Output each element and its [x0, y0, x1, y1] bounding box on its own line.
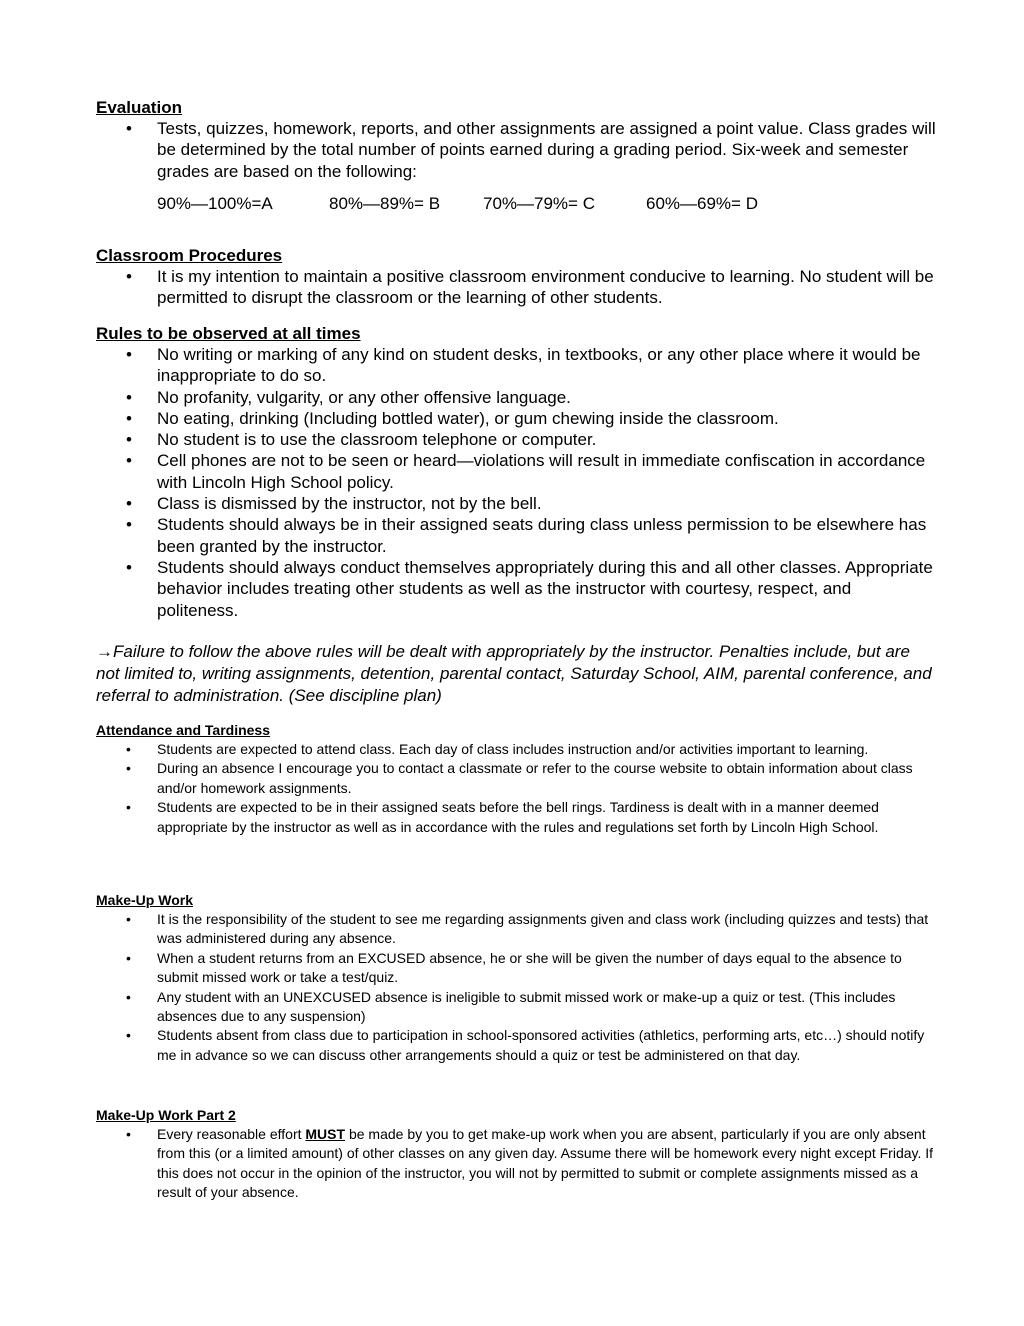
list-item: [96, 1125, 936, 1203]
list-item: • When a student returns from an EXCUSED absence, he or she will be given the number of days equal to the absence to submit missed work or take a test/quiz.: [96, 949, 936, 988]
makeup-work-part2-list: [96, 1125, 936, 1203]
rules-heading: Rules to be observed at all times: [96, 324, 361, 343]
evaluation-section: [96, 97, 936, 214]
list-item: • Students absent from class due to participation in school-sponsored activities (athletics, performing arts, etc…) should notify me in advance so we can discuss other arrangements should a quiz or test be administered on that day.: [96, 1026, 936, 1065]
list-item: • Class is dismissed by the instructor, not by the bell.: [96, 493, 936, 514]
classroom-procedures-list: [96, 266, 936, 309]
item-text-end: be made by you to get make-up work when you are absent, particularly if you are only absent from this (or a limited amount) of other classes on any given day. Assume there will be homework every night except Friday. If this does not occur in the opinion of the instructor, you will not by permitted to submit or complete assignments missed as a result of your absence.: [157, 1126, 934, 1201]
grade-scale: [157, 193, 936, 214]
makeup-work-part2-heading: Make-Up Work Part 2: [96, 1107, 236, 1123]
grade-d: 60%—69%= D: [646, 193, 758, 213]
list-item: • No student is to use the classroom telephone or computer.: [96, 429, 936, 450]
evaluation-list: [96, 118, 936, 182]
list-item: • No eating, drinking (Including bottled water), or gum chewing inside the classroom.: [96, 408, 936, 429]
grade-a: 90%—100%=A: [157, 193, 273, 213]
classroom-procedures-heading: Classroom Procedures: [96, 246, 283, 265]
makeup-work-list: [96, 910, 936, 1065]
list-item: • Students should always conduct themselves appropriately during this and all other classes. Appropriate behavior includes treating other students as well as the instructor with courtesy, respect, and politeness.: [96, 557, 936, 621]
list-item: • Tests, quizzes, homework, reports, and other assignments are assigned a point value. Class grades will be determined by the total number of points earned during a grading period. Six-week and semester grades are based on the following:: [96, 118, 936, 182]
list-item: • No writing or marking of any kind on student desks, in textbooks, or any other place where it would be inappropriate to do so.: [96, 344, 936, 387]
list-item: • It is the responsibility of the student to see me regarding assignments given and class work (including quizzes and tests) that was administered during any absence.: [96, 910, 936, 949]
rules-list: [96, 344, 936, 621]
list-item: • It is my intention to maintain a positive classroom environment conducive to learning. No student will be permitted to disrupt the classroom or the learning of other students.: [96, 266, 936, 309]
penalty-notice: →Failure to follow the above rules will be dealt with appropriately by the instructor. Penalties include, but are not limited to, writing assignments, detention, parental contact, Saturday School, AIM, parental conference, and referral to administration. (See discipline plan): [96, 642, 932, 705]
makeup-work-part2-section: [96, 1106, 936, 1203]
makeup-work-heading: Make-Up Work: [96, 892, 193, 908]
list-item: • During an absence I encourage you to contact a classmate or refer to the course website to obtain information about class and/or homework assignments.: [96, 759, 936, 798]
list-item: • Any student with an UNEXCUSED absence is ineligible to submit missed work or make-up a quiz or test. (This includes absences due to any suspension): [96, 988, 936, 1027]
list-item: • Students are expected to be in their assigned seats before the bell rings. Tardiness is dealt with in a manner deemed appropriate by the instructor as well as in accordance with the rules and regulations set forth by Lincoln High School.: [96, 798, 936, 837]
list-item: • No profanity, vulgarity, or any other offensive language.: [96, 387, 936, 408]
item-text-start: Every reasonable effort: [157, 1126, 306, 1142]
grade-c: 70%—79%= C: [483, 193, 595, 213]
classroom-procedures-section: [96, 245, 936, 309]
rules-section: [96, 323, 936, 621]
list-item: • Cell phones are not to be seen or heard—violations will result in immediate confiscation in accordance with Lincoln High School policy.: [96, 450, 936, 493]
makeup-work-section: [96, 891, 936, 1065]
list-item: • Students should always be in their assigned seats during class unless permission to be elsewhere has been granted by the instructor.: [96, 514, 936, 557]
attendance-heading: Attendance and Tardiness: [96, 722, 271, 738]
list-item: • Students are expected to attend class. Each day of class includes instruction and/or activities important to learning.: [96, 740, 936, 759]
grade-b: 80%—89%= B: [329, 193, 441, 213]
attendance-list: [96, 740, 936, 837]
evaluation-heading: Evaluation: [96, 98, 182, 117]
attendance-section: [96, 721, 936, 837]
must-emphasis: MUST: [305, 1126, 346, 1142]
